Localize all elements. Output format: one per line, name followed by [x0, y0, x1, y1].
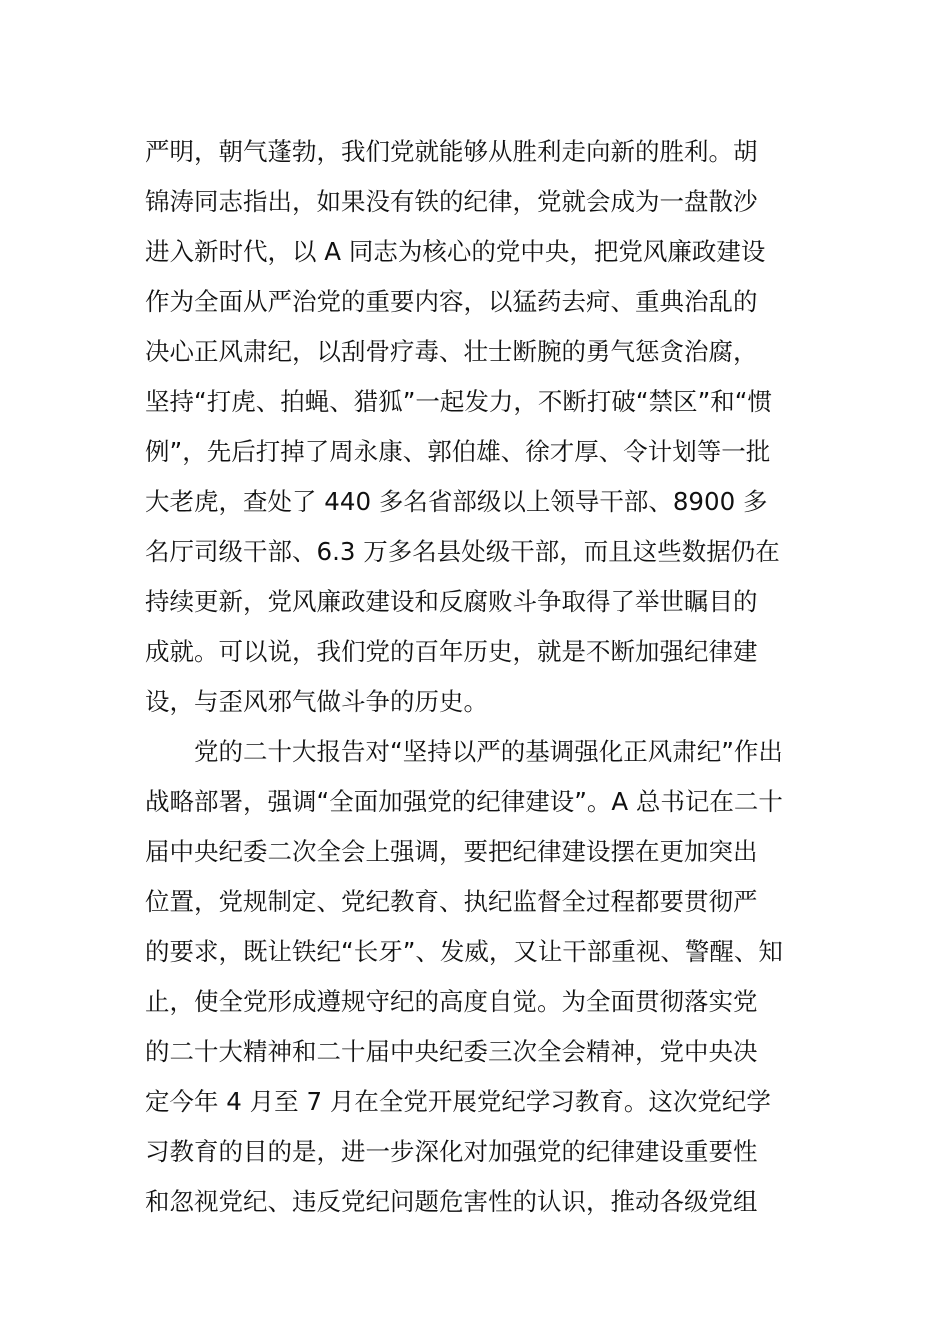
text-line-18: 止，使全党形成遵规守纪的高度自觉。为全面贯彻落实党 — [145, 987, 758, 1016]
text-line-12: 设，与歪风邪气做斗争的历史。 — [145, 687, 488, 716]
text-line-2: 锦涛同志指出，如果没有铁的纪律，党就会成为一盘散沙 — [145, 187, 758, 216]
text-line-13: 党的二十大报告对“坚持以严的基调强化正风肃纪”作出 — [145, 737, 783, 766]
text-line-8: 大老虎，查处了 440 多名省部级以上领导干部、8900 多 — [145, 487, 768, 516]
text-line-11: 成就。可以说，我们党的百年历史，就是不断加强纪律建 — [145, 637, 758, 666]
text-line-5: 决心正风肃纪，以刮骨疗毒、壮士断腕的勇气惩贪治腐， — [145, 337, 758, 366]
text-line-22: 和忽视党纪、违反党纪问题危害性的认识，推动各级党组 — [145, 1187, 758, 1216]
text-line-6: 坚持“打虎、拍蝇、猎狐”一起发力，不断打破“禁区”和“惯 — [145, 387, 772, 416]
text-line-21: 习教育的目的是，进一步深化对加强党的纪律建设重要性 — [145, 1137, 758, 1166]
text-line-19: 的二十大精神和二十届中央纪委三次全会精神，党中央决 — [145, 1037, 758, 1066]
text-line-15: 届中央纪委二次全会上强调，要把纪律建设摆在更加突出 — [145, 837, 758, 866]
text-line-20: 定今年 4 月至 7 月在全党开展党纪学习教育。这次党纪学 — [145, 1087, 771, 1116]
text-line-10: 持续更新，党风廉政建设和反腐败斗争取得了举世瞩目的 — [145, 587, 758, 616]
body-text — [145, 127, 813, 1227]
text-line-7: 例”，先后打掉了周永康、郭伯雄、徐才厚、令计划等一批 — [145, 437, 771, 466]
text-line-14: 战略部署，强调“全面加强党的纪律建设”。A 总书记在二十 — [145, 787, 783, 816]
text-line-3: 进入新时代，以 A 同志为核心的党中央，把党风廉政建设 — [145, 237, 766, 266]
text-line-9: 名厅司级干部、6.3 万多名县处级干部，而且这些数据仍在 — [145, 537, 780, 566]
text-line-4: 作为全面从严治党的重要内容，以猛药去疴、重典治乱的 — [145, 287, 758, 316]
text-line-16: 位置，党规制定、党纪教育、执纪监督全过程都要贯彻严 — [145, 887, 758, 916]
text-line-1: 严明，朝气蓬勃，我们党就能够从胜利走向新的胜利。胡 — [145, 137, 758, 166]
text-line-17: 的要求，既让铁纪“长牙”、发威，又让干部重视、警醒、知 — [145, 937, 783, 966]
